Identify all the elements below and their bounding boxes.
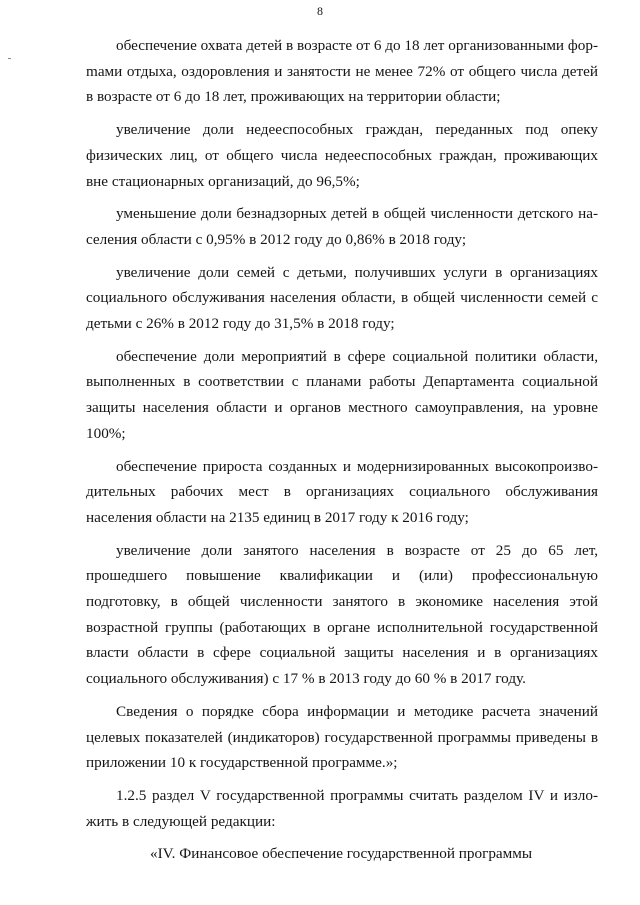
page-number: 8 xyxy=(317,4,323,18)
paragraph-families-services: увеличение доли семей с детьми, получивших услуги в организациях социального обслуживания населения области, в общей численности семей с детьми с 26% в 2012 году до 31,5% в 2018 году; xyxy=(86,263,598,333)
section-heading: «IV. Финансовое обеспечение государственной программы xyxy=(150,845,533,863)
paragraph-indicator-methodology: Сведения о порядке сбора информации и методике расчета значений целевых показателей (индикаторов) государственной программы приведены в приложении 10 к государственной программе.»; xyxy=(86,702,598,772)
document-body xyxy=(86,33,598,867)
scan-margin-mark xyxy=(8,58,11,59)
paragraph-neglected-children: уменьшение доли безнадзорных детей в общей численности детского населения области с 0,95% в 2012 году до 0,86% в 2018 году; xyxy=(86,205,598,248)
paragraph-social-policy-events: обеспечение доли мероприятий в сфере социальной политики области, выполненных в соответствии с планами работы Департамента социальной защиты населения области и органов местного самоуправления, на уровне 100%; xyxy=(86,347,598,442)
paragraph-guardianship: увеличение доли недееспособных граждан, переданных под опеку физических лиц, от общего числа недееспособных граждан, проживающих вне стационарных организаций, до 96,5%; xyxy=(86,121,598,190)
paragraph-child-recreation: обеспечение охвата детей в возрасте от 6 до 18 лет организованными форmами отдыха, оздоровления и занятости не менее 72% от общего числа детей в возрасте от 6 до 18 лет, проживающих на территории области; xyxy=(86,37,598,106)
paragraph-section-amendment: 1.2.5 раздел V государственной программы считать разделом IV и изложить в следующей редакции: xyxy=(86,786,598,830)
paragraph-qualification: увеличение доли занятого населения в возрасте от 25 до 65 лет, прошедшего повышение квалификации и (или) профессиональную подготовку, в общей численности занятого в экономике населения этой возрастной группы (работающих в органе исполнительной государственной власти области в сфере социальной защиты населения и в организациях социального обслуживания) с 17 % в 2013 году до 60 % в 2017 году. xyxy=(86,541,598,688)
paragraph-workplaces: обеспечение прироста созданных и модернизированных высокопроизводительных рабочих мест в организациях социального обслуживания населения области на 2135 единиц в 2017 году к 2016 году; xyxy=(86,457,598,526)
